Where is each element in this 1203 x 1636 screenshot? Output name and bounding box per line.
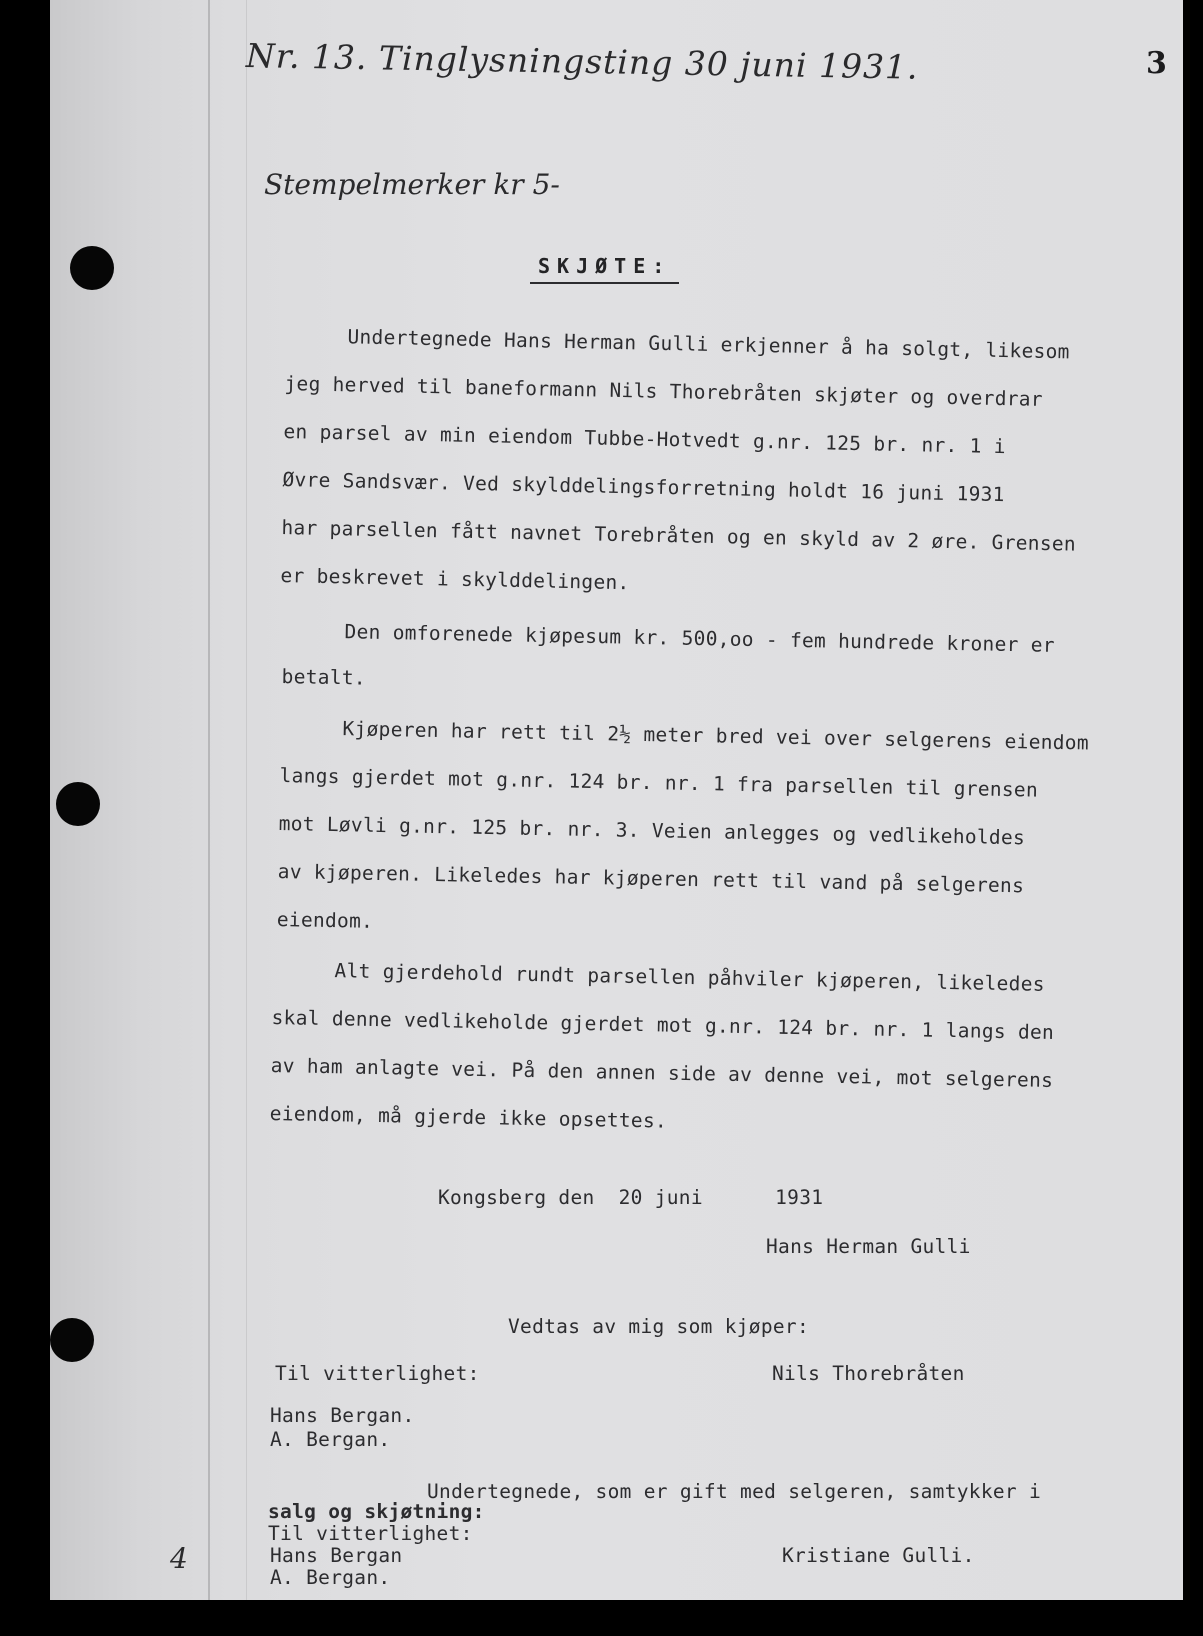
margin-rule	[208, 0, 210, 1600]
page-number: 3	[1146, 46, 1167, 81]
paragraph-price	[281, 608, 1055, 715]
paragraph-line: mot Løvli g.nr. 125 br. nr. 3. Veien anlegges og vedlikeholdes	[278, 811, 1026, 850]
spouse-signature: Kristiane Gulli.	[782, 1544, 975, 1567]
paragraph-line: Undertegnede Hans Herman Gulli erkjenner å ha solgt, likesom	[347, 325, 1070, 364]
paragraph-line: skal denne vedlikeholde gjerdet mot g.nr. 124 br. nr. 1 langs den	[271, 1005, 1055, 1045]
spouse-consent-line: salg og skjøtning:	[268, 1500, 485, 1523]
paragraph-line: en parsel av min eiendom Tubbe-Hotvedt g.nr. 125 br. nr. 1 i	[283, 419, 1006, 459]
paragraph-fencing	[269, 946, 1055, 1153]
document-page	[50, 0, 1183, 1600]
margin-rule-inner	[246, 0, 247, 1600]
punch-hole	[56, 782, 100, 826]
paragraph-line: betalt.	[281, 664, 367, 690]
seller-signature: Hans Herman Gulli	[766, 1235, 971, 1258]
paragraph-line: har parsellen fått navnet Torebråten og en skyld av 2 øre. Grensen	[281, 515, 1077, 556]
witness-name: Hans Bergan.	[270, 1404, 415, 1427]
paragraph-line: Den omforenede kjøpesum kr. 500,oo - fem hundrede kroner er	[344, 620, 1056, 657]
paragraph-line: av ham anlagte vei. På den annen side av denne vei, mot selgerens	[270, 1053, 1054, 1092]
punch-hole	[70, 246, 114, 290]
paragraph-line: Kjøperen har rett til 2½ meter bred vei over selgerens eiendom	[342, 717, 1090, 755]
margin-mark: 4	[170, 1542, 188, 1575]
place-and-date: Kongsberg den 20 juni 1931	[438, 1186, 824, 1209]
paragraph-line: jeg herved til baneformann Nils Thorebråten skjøter og overdrar	[284, 371, 1044, 411]
paragraph-line: er beskrevet i skylddelingen.	[280, 563, 630, 595]
handwritten-header-note: Nr. 13. Tinglysningsting 30 juni 1931.	[245, 36, 919, 87]
witness-name: Hans Bergan	[270, 1544, 403, 1567]
handwritten-stamp-note: Stempelmerker kr 5-	[264, 168, 560, 201]
punch-hole	[50, 1318, 94, 1362]
buyer-signature: Nils Thorebråten	[772, 1362, 965, 1385]
paragraph-road-right	[276, 704, 1089, 959]
witness-heading: Til vitterlighet:	[268, 1522, 473, 1545]
witness-heading: Til vitterlighet:	[275, 1362, 480, 1385]
witness-name: A. Bergan.	[270, 1428, 391, 1451]
paragraph-line: Øvre Sandsvær. Ved skylddelingsforretning holdt 16 juni 1931	[282, 467, 1005, 507]
paragraph-line: eiendom, må gjerde ikke opsettes.	[269, 1101, 668, 1133]
buyer-acceptance: Vedtas av mig som kjøper:	[508, 1315, 809, 1338]
paragraph-sale	[280, 312, 1080, 617]
paragraph-line: langs gjerdet mot g.nr. 124 br. nr. 1 fra parsellen til grensen	[279, 763, 1039, 802]
paragraph-line: eiendom.	[276, 907, 374, 933]
witness-name: A. Bergan.	[270, 1566, 391, 1589]
spouse-consent-line: Undertegnede, som er gift med selgeren, samtykker i	[427, 1480, 1042, 1503]
paragraph-line: Alt gjerdehold rundt parsellen påhviler kjøperen, likeledes	[334, 959, 1045, 996]
document-title: SKJØTE:	[530, 254, 679, 284]
paragraph-line: av kjøperen. Likeledes har kjøperen rett til vand på selgerens	[277, 859, 1025, 898]
